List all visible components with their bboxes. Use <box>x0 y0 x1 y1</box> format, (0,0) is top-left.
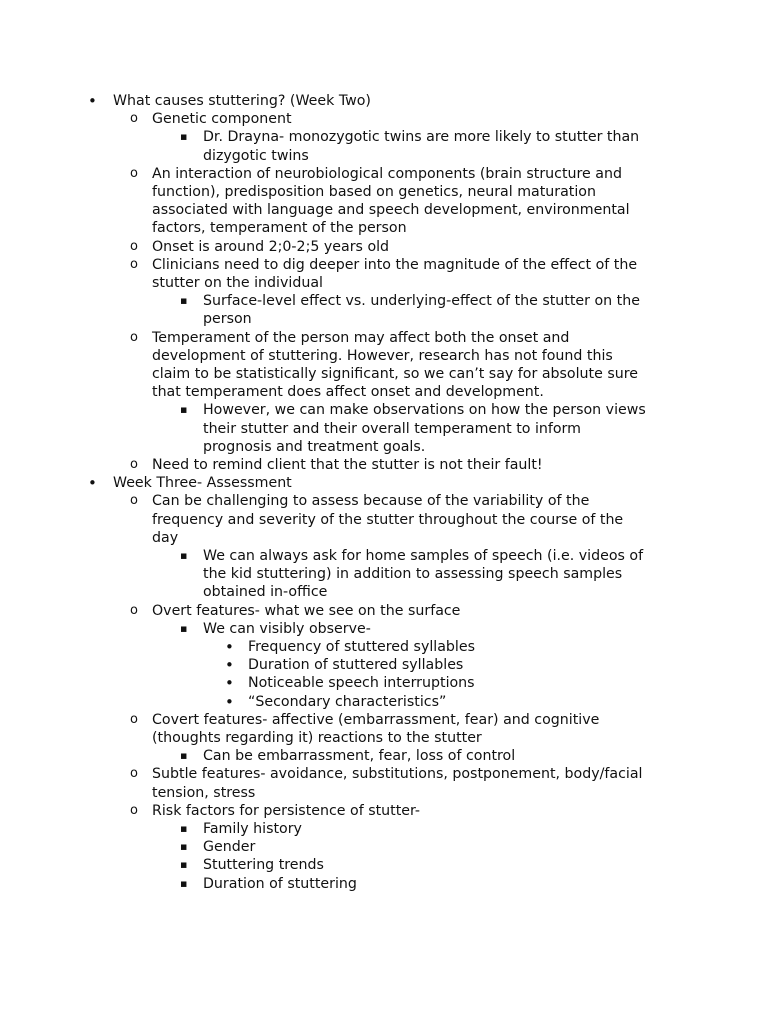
outline-line <box>0 474 768 492</box>
outline-line <box>0 529 768 547</box>
outline-text: An interaction of neurobiological components (brain structure and <box>152 165 622 182</box>
outline-line <box>0 92 768 110</box>
outline-line <box>0 765 768 783</box>
outline-text: We can always ask for home samples of speech (i.e. videos of <box>203 548 644 564</box>
list-bullet: o <box>130 111 138 127</box>
list-bullet: • <box>225 656 234 675</box>
outline-text: What causes stuttering? (Week Two) <box>113 93 371 109</box>
outline-line <box>0 110 768 128</box>
list-bullet: o <box>130 711 138 727</box>
list-bullet: ▪ <box>180 840 188 854</box>
outline-line <box>0 693 768 711</box>
outline-line <box>0 238 768 256</box>
list-bullet: • <box>225 674 234 693</box>
outline-text: prognosis and treatment goals. <box>203 438 426 455</box>
list-bullet: o <box>130 256 138 272</box>
list-bullet: • <box>88 474 97 493</box>
outline-line <box>0 183 768 201</box>
list-bullet: • <box>225 638 234 656</box>
outline-line <box>0 547 768 565</box>
outline-text: Dr. Drayna- monozygotic twins are more likely to stutter than <box>203 129 640 146</box>
outline-line <box>0 638 768 656</box>
outline-line <box>0 784 768 802</box>
outline-text: “Secondary characteristics” <box>248 693 447 710</box>
outline-line <box>0 274 768 292</box>
outline-text: (thoughts regarding it) reactions to the stutter <box>152 730 482 746</box>
outline-line <box>0 128 768 146</box>
outline-line <box>0 602 768 620</box>
outline-text: Subtle features- avoidance, substitutions, postponement, body/facial <box>152 766 643 783</box>
outline-text: Can be challenging to assess because of the variability of the <box>152 493 590 510</box>
outline-line <box>0 565 768 583</box>
outline-text: factors, temperament of the person <box>152 220 407 237</box>
outline-text: Stuttering trends <box>203 857 324 874</box>
list-bullet: o <box>130 766 138 782</box>
outline-line <box>0 201 768 219</box>
list-bullet: o <box>130 329 138 345</box>
outline-line <box>0 747 768 765</box>
outline-text: We can visibly observe- <box>203 620 371 637</box>
outline-line <box>0 165 768 183</box>
outline-text: Can be embarrassment, fear, loss of control <box>203 748 516 765</box>
list-bullet: o <box>130 457 138 472</box>
list-bullet: ▪ <box>180 621 188 635</box>
outline-line <box>0 256 768 274</box>
outline-text: their stutter and their overall temperament to inform <box>203 420 581 437</box>
outline-text: Clinicians need to dig deeper into the magnitude of the effect of the <box>152 256 638 273</box>
outline-line <box>0 365 768 383</box>
outline-line <box>0 329 768 347</box>
outline-line <box>0 219 768 237</box>
list-bullet: ▪ <box>180 130 188 144</box>
outline-text: day <box>152 529 179 546</box>
outline-line <box>0 438 768 456</box>
outline-text: person <box>203 311 252 328</box>
list-bullet: o <box>130 165 138 181</box>
outline-line <box>0 347 768 365</box>
outline-text: obtained in-office <box>203 584 328 601</box>
list-bullet: ▪ <box>180 876 188 890</box>
outline-text: associated with language and speech development, environmental <box>152 202 630 219</box>
outline-line <box>0 383 768 401</box>
list-bullet: ▪ <box>180 294 188 308</box>
outline-line <box>0 492 768 510</box>
outline-line <box>0 310 768 328</box>
list-bullet: ▪ <box>180 549 188 562</box>
outline-text: Surface-level effect vs. underlying-effect of the stutter on the <box>203 293 640 310</box>
outline-text: Family history <box>203 821 302 837</box>
outline-line <box>0 511 768 529</box>
outline-text: that temperament does affect onset and development. <box>152 384 544 401</box>
outline-text: claim to be statistically significant, so we can’t say for absolute sure <box>152 366 638 382</box>
outline-text: the kid stuttering) in addition to assessing speech samples <box>203 566 623 583</box>
outline-text: Overt features- what we see on the surface <box>152 602 461 619</box>
outline-text: Noticeable speech interruptions <box>248 675 475 692</box>
outline-text: Onset is around 2;0-2;5 years old <box>152 238 390 255</box>
outline-line <box>0 729 768 747</box>
outline-text: stutter on the individual <box>152 275 323 291</box>
outline-line <box>0 711 768 729</box>
outline-line <box>0 875 768 893</box>
outline-text: function), predisposition based on genetics, neural maturation <box>152 184 596 200</box>
list-bullet: o <box>130 602 138 618</box>
outline-line <box>0 420 768 438</box>
outline-text: Genetic component <box>152 111 292 128</box>
list-bullet: ▪ <box>180 749 188 763</box>
outline-text: Duration of stuttered syllables <box>248 657 464 674</box>
outline-text: frequency and severity of the stutter throughout the course of the <box>152 511 624 528</box>
outline-text: tension, stress <box>152 784 256 801</box>
outline-line <box>0 856 768 874</box>
list-bullet: • <box>225 692 234 711</box>
outline-line <box>0 147 768 165</box>
outline-line <box>0 292 768 310</box>
outline-line <box>0 656 768 674</box>
outline-text: Frequency of stuttered syllables <box>248 639 475 655</box>
outline-line <box>0 674 768 692</box>
outline-line <box>0 620 768 638</box>
outline-line <box>0 583 768 601</box>
outline-text: Temperament of the person may affect both the onset and <box>152 329 570 346</box>
outline-text: Duration of stuttering <box>203 875 357 892</box>
outline-text: Week Three- Assessment <box>113 475 292 492</box>
outline-line <box>0 838 768 856</box>
list-bullet: o <box>130 802 138 818</box>
outline-text: dizygotic twins <box>203 147 309 164</box>
outline-line <box>0 820 768 838</box>
list-bullet: o <box>130 493 138 509</box>
outline-line <box>0 401 768 419</box>
list-bullet: • <box>88 92 97 110</box>
list-bullet: ▪ <box>180 403 188 417</box>
outline-text: development of stuttering. However, research has not found this <box>152 347 613 364</box>
outline-text: Gender <box>203 839 256 856</box>
outline-text: However, we can make observations on how the person views <box>203 402 646 419</box>
list-bullet: o <box>130 238 138 254</box>
outline-text: Need to remind client that the stutter is not their fault! <box>152 457 543 473</box>
outline-text: Risk factors for persistence of stutter- <box>152 802 421 819</box>
outline-text: Covert features- affective (embarrassment, fear) and cognitive <box>152 711 600 728</box>
outline-line <box>0 802 768 820</box>
list-bullet: ▪ <box>180 858 188 872</box>
list-bullet: ▪ <box>180 822 188 835</box>
outline-line <box>0 456 768 474</box>
